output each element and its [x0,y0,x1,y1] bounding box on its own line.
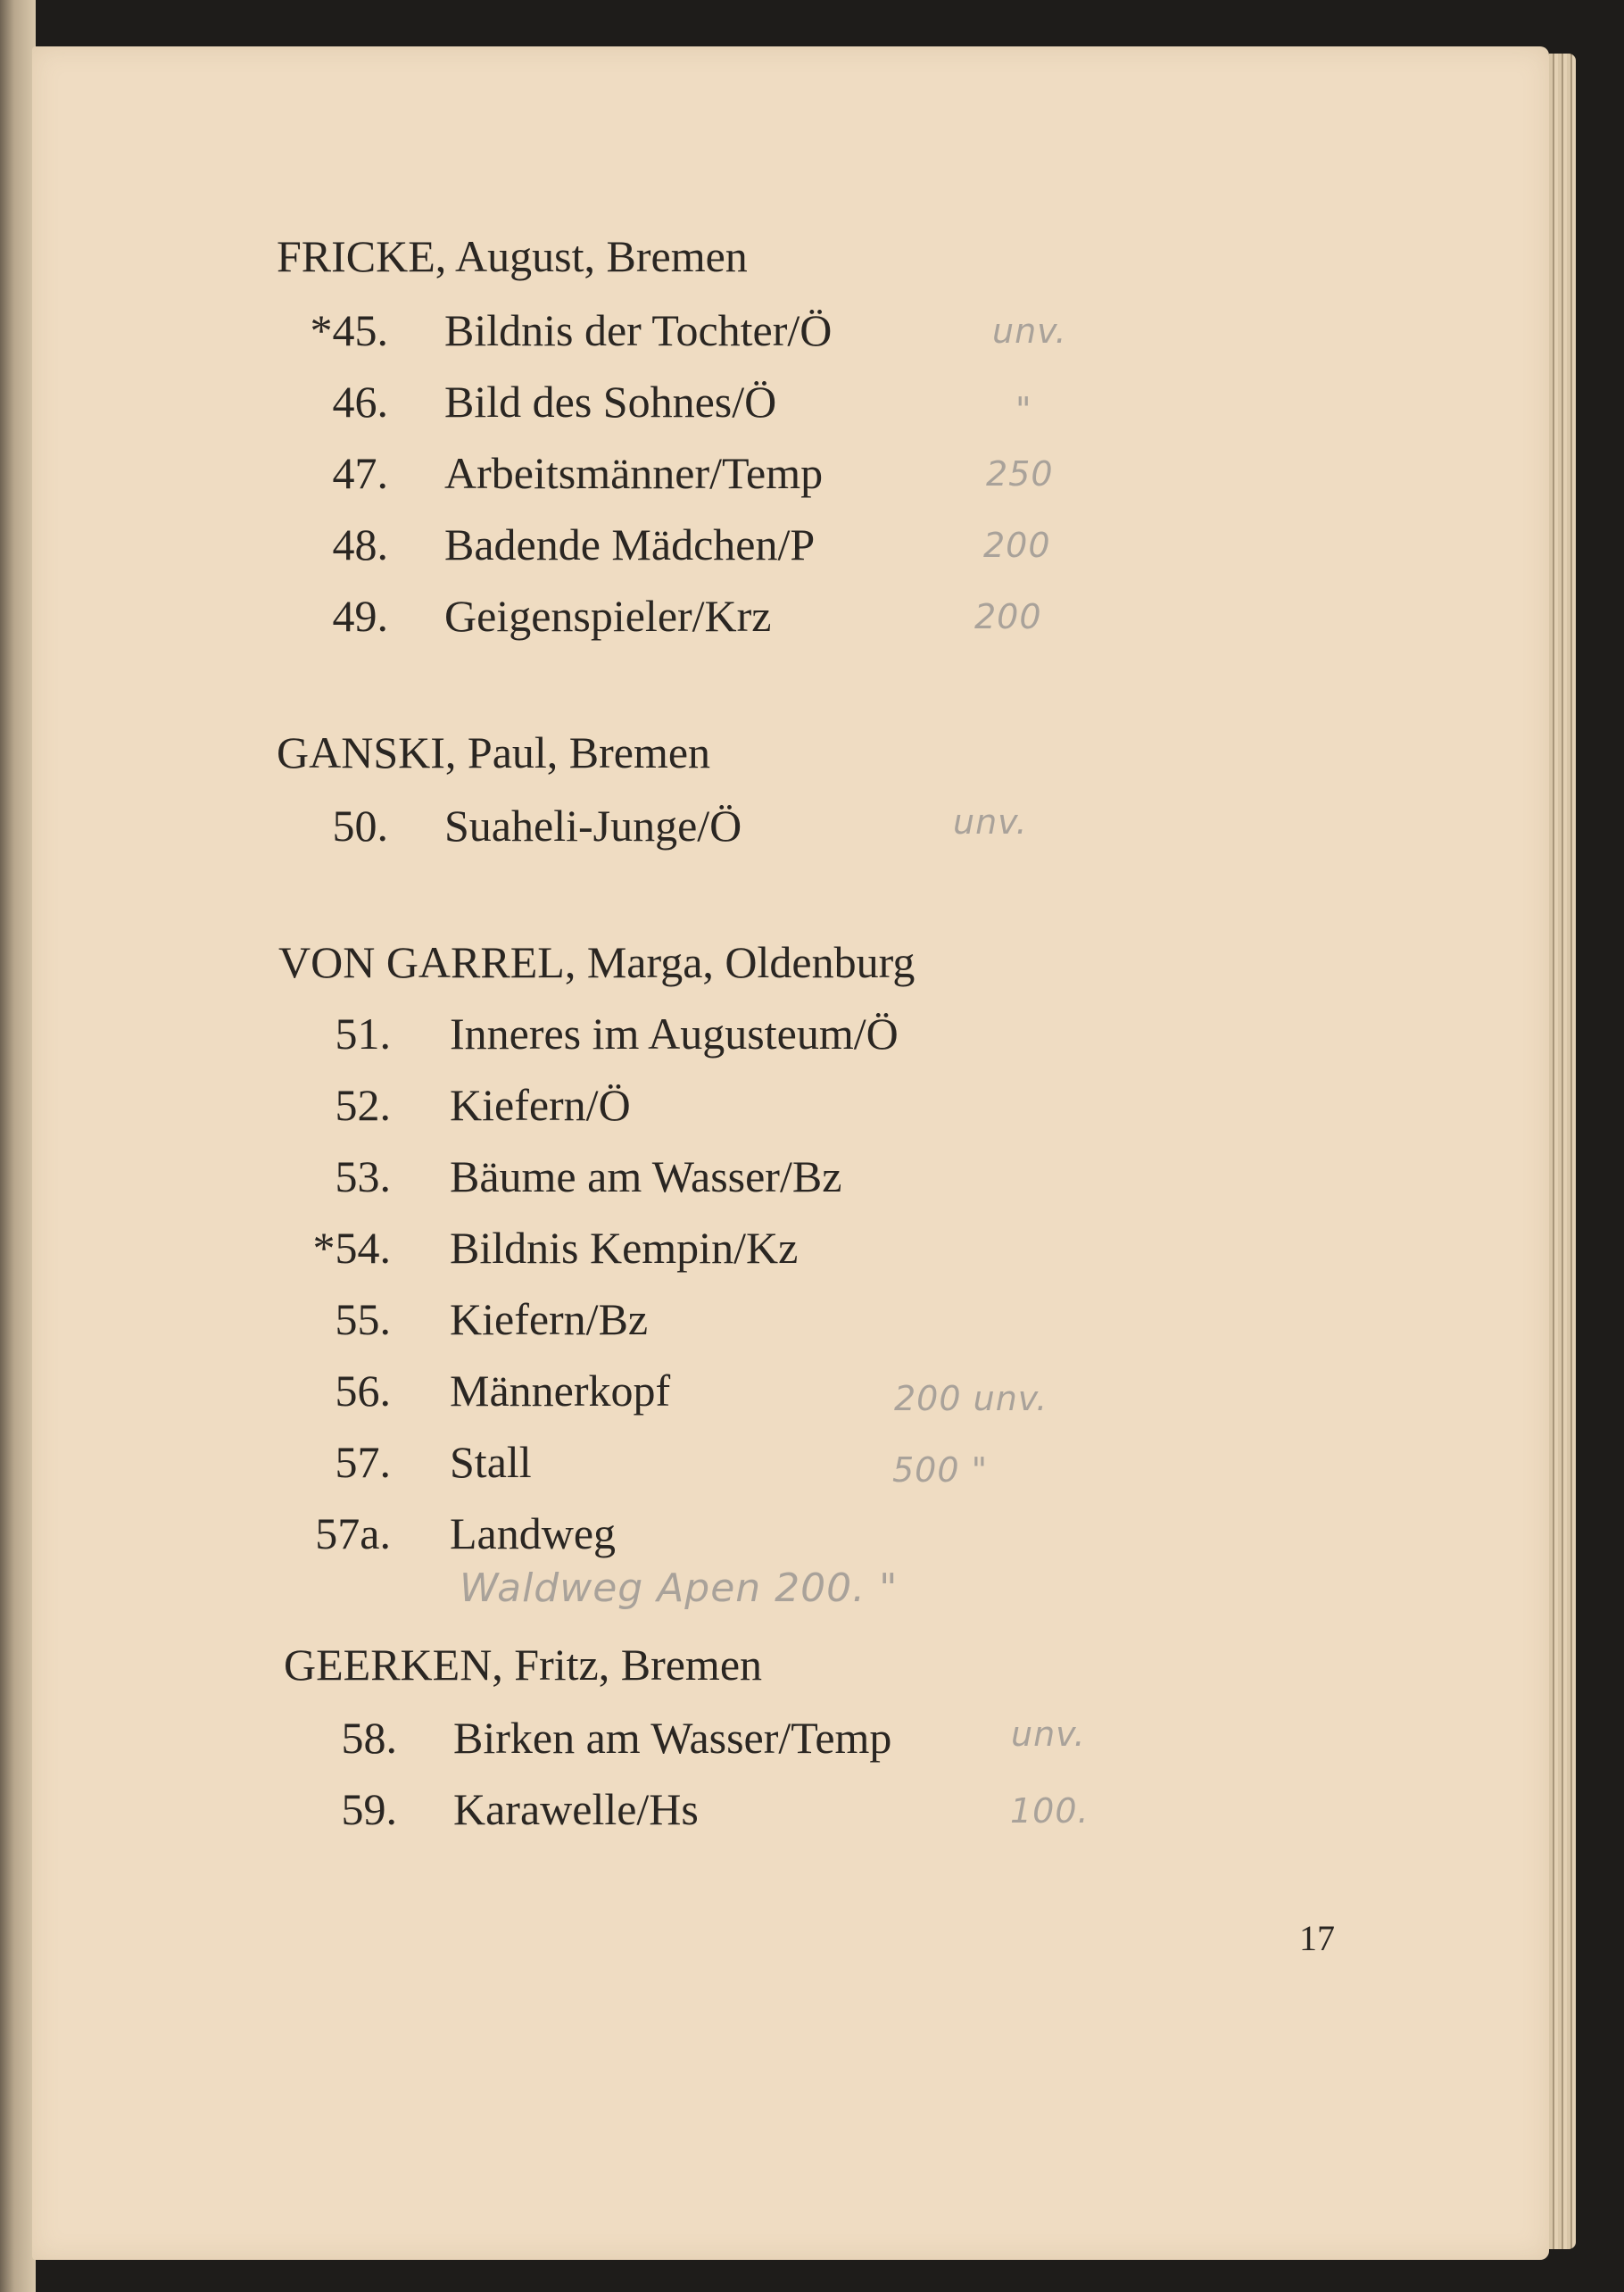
handwritten-note: 250 [986,454,1054,494]
handwritten-note: unv. [992,311,1067,351]
work-number: 57. [335,1437,391,1487]
work-title: Bildnis der Tochter/Ö [444,305,833,355]
work-number: 48. [332,519,388,569]
work-title: Geigenspieler/Krz [444,591,772,641]
handwritten-note: 200 [974,597,1042,636]
page-number: 17 [1299,1918,1335,1958]
work-number: 58. [341,1713,397,1763]
work-number: 47. [332,448,388,498]
handwritten-addition: Waldweg Apen 200. " [460,1565,899,1611]
work-number: *54. [312,1223,391,1273]
artist-heading: GEERKEN, Fritz, Bremen [284,1640,763,1690]
work-title: Stall [450,1437,532,1487]
handwritten-note: 200 unv. [894,1379,1048,1418]
work-title: Bildnis Kempin/Kz [450,1223,799,1273]
handwritten-note: unv. [1011,1715,1086,1754]
work-title: Bild des Sohnes/Ö [444,377,777,427]
work-title: Bäume am Wasser/Bz [450,1151,842,1201]
work-title: Badende Mädchen/P [444,519,816,569]
work-number: 46. [332,377,388,427]
work-title: Landweg [450,1508,617,1558]
work-number: 50. [332,801,388,851]
book-spine [0,0,36,2292]
work-title: Karawelle/Hs [453,1784,699,1834]
work-title: Birken am Wasser/Temp [453,1713,892,1763]
work-number: 51. [335,1009,391,1059]
work-number: *45. [310,305,388,355]
work-number: 56. [335,1366,391,1416]
handwritten-note: unv. [953,802,1028,842]
work-number: 57a. [315,1508,391,1558]
work-number: 55. [335,1294,391,1344]
work-number: 52. [335,1080,391,1130]
handwritten-note: 200 [983,526,1051,565]
artist-heading: GANSKI, Paul, Bremen [277,727,711,777]
page-edge [1549,54,1576,2249]
work-title: Suaheli-Junge/Ö [444,801,742,851]
handwritten-note: 100. [1010,1791,1090,1831]
work-number: 53. [335,1151,391,1201]
handwritten-note: " [1015,390,1032,429]
work-title: Kiefern/Ö [450,1080,631,1130]
work-number: 49. [332,591,388,641]
work-title: Inneres im Augusteum/Ö [450,1009,899,1059]
work-title: Männerkopf [450,1366,671,1416]
work-title: Arbeitsmänner/Temp [444,448,824,498]
handwritten-note: 500 " [892,1450,989,1490]
artist-heading: VON GARREL, Marga, Oldenburg [278,937,916,987]
work-number: 59. [341,1784,397,1834]
work-title: Kiefern/Bz [450,1294,649,1344]
artist-heading: FRICKE, August, Bremen [277,231,748,281]
